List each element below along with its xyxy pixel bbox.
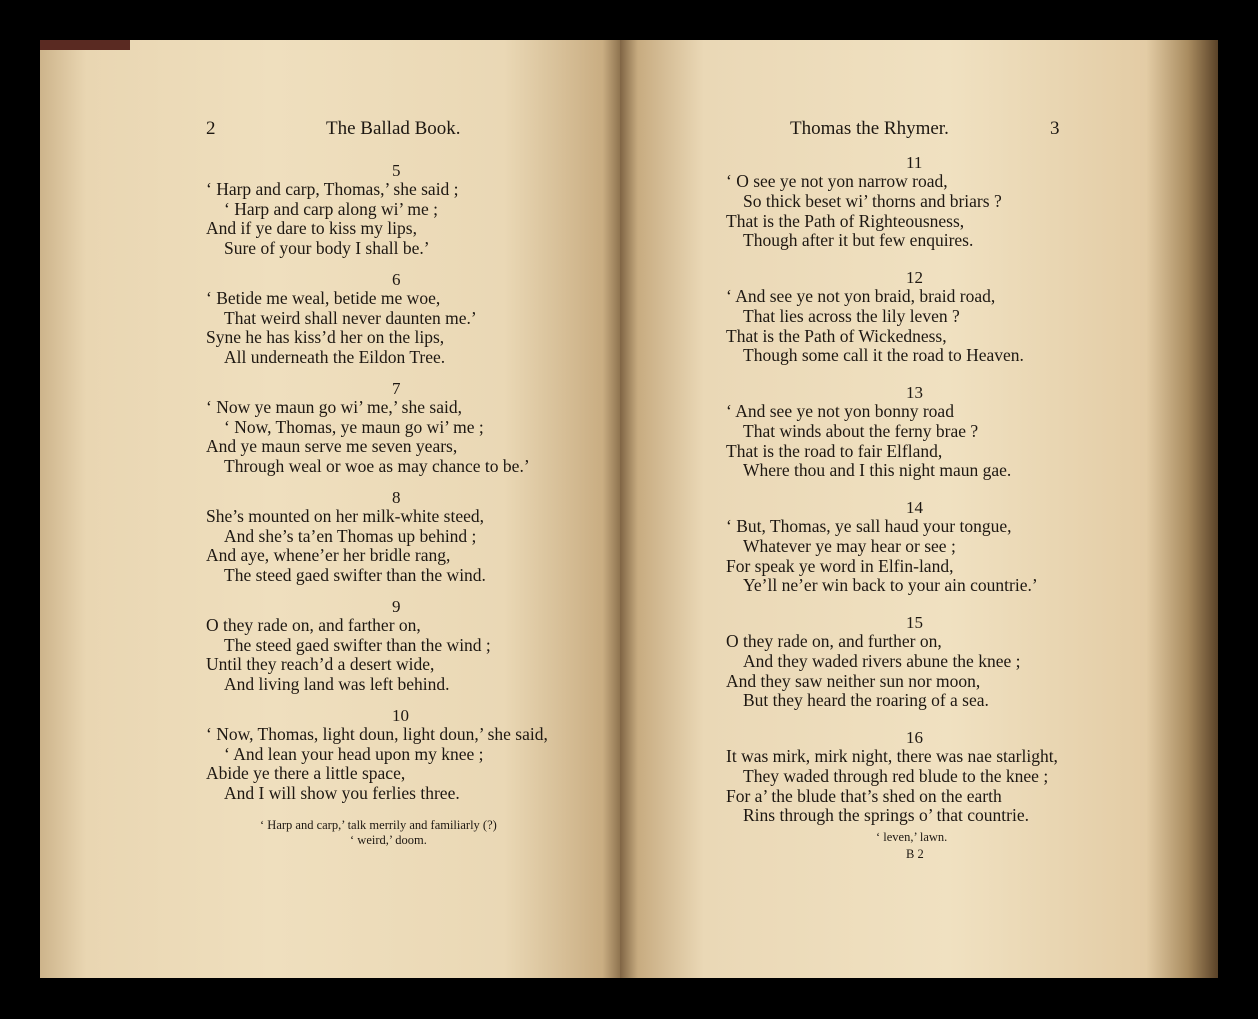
verse-line: So thick beset wi’ thorns and briars ? [743,190,1002,211]
verse-line: ‘ Harp and carp, Thomas,’ she said ; [206,179,459,199]
right-page [620,40,1218,978]
verse-line: For a’ the blude that’s shed on the earth [726,785,1002,806]
stanza-number: 12 [906,268,923,287]
verse-line: Whatever ye may hear or see ; [743,535,956,556]
left-page [40,40,620,978]
verse-line: That is the road to fair Elfland, [726,440,943,461]
stanza-number: 7 [392,379,401,398]
signature-mark: B 2 [906,847,924,861]
verse-line: And I will show you ferlies three. [224,782,460,803]
left-page-number: 2 [206,118,216,139]
footnote: ‘ weird,’ doom. [350,833,427,847]
verse-line: ‘ And see ye not yon braid, braid road, [726,286,996,306]
verse-line: And she’s ta’en Thomas up behind ; [224,525,477,546]
verse-line: That is the Path of Wickedness, [726,325,947,346]
left-running-title: The Ballad Book. [326,118,461,139]
verse-line: Though after it but few enquires. [743,230,974,251]
verse-line: ‘ Betide me weal, betide me woe, [206,288,441,308]
stanza-number: 13 [906,383,923,402]
stanza-number: 9 [392,597,401,616]
open-book [40,40,1218,978]
verse-line: That weird shall never daunten me.’ [224,307,477,328]
verse-line: And they saw neither sun nor moon, [726,670,981,691]
stanza-number: 5 [392,161,401,180]
stanza-number: 16 [906,728,923,747]
verse-line: ‘ And lean your head upon my knee ; [224,743,484,764]
verse-line: Through weal or woe as may chance to be.’ [224,455,530,476]
verse-line: Rins through the springs o’ that countrie. [743,805,1029,826]
verse-line: Though some call it the road to Heaven. [743,345,1024,366]
verse-line: That is the Path of Righteousness, [726,210,965,231]
footnote: ‘ leven,’ lawn. [876,830,948,844]
verse-line: Ye’ll ne’er win back to your ain countrie.’ [743,575,1038,596]
verse-line: Where thou and I this night maun gae. [743,460,1012,481]
verse-line: ‘ But, Thomas, ye sall haud your tongue, [726,516,1012,536]
right-page-number: 3 [1050,118,1060,139]
verse-line: All underneath the Eildon Tree. [224,346,446,367]
verse-line: ‘ Harp and carp along wi’ me ; [224,198,438,219]
stanza-number: 14 [906,498,923,517]
verse-line: It was mirk, mirk night, there was nae starlight, [726,746,1058,766]
stanza-number: 6 [392,270,401,289]
verse-line: She’s mounted on her milk-white steed, [206,506,485,526]
verse-line: And they waded rivers abune the knee ; [743,650,1021,671]
verse-line: ‘ Now, Thomas, ye maun go wi’ me ; [224,416,484,437]
verse-line: Until they reach’d a desert wide, [206,654,435,675]
verse-line: The steed gaed swifter than the wind ; [224,634,491,655]
verse-line: ‘ Now ye maun go wi’ me,’ she said, [206,397,462,417]
verse-line: The steed gaed swifter than the wind. [224,564,486,585]
verse-line: ‘ Now, Thomas, light doun, light doun,’ she said, [206,724,548,744]
verse-line: And aye, whene’er her bridle rang, [206,545,451,566]
verse-line: Sure of your body I shall be.’ [224,237,430,258]
right-running-title: Thomas the Rhymer. [790,118,949,139]
stanza-number: 8 [392,488,401,507]
verse-line: That winds about the ferny brae ? [743,420,979,441]
stanza-number: 10 [392,706,409,725]
verse-line: O they rade on, and farther on, [206,615,421,635]
stanza-number: 11 [906,153,923,172]
verse-line: Abide ye there a little space, [206,763,406,784]
verse-line: Syne he has kiss’d her on the lips, [206,327,445,348]
stanza-number: 15 [906,613,923,632]
cover-edge [40,40,130,50]
verse-line: And living land was left behind. [224,673,450,694]
verse-line: O they rade on, and further on, [726,631,942,651]
verse-line: And ye maun serve me seven years, [206,436,458,457]
verse-line: ‘ And see ye not yon bonny road [726,401,954,421]
verse-line: That lies across the lily leven ? [743,305,960,326]
footnote: ‘ Harp and carp,’ talk merrily and familiarly (?) [260,818,497,832]
verse-line: ‘ O see ye not yon narrow road, [726,171,948,191]
verse-line: For speak ye word in Elfin-land, [726,555,954,576]
verse-line: They waded through red blude to the knee ; [743,765,1049,786]
verse-line: But they heard the roaring of a sea. [743,690,989,711]
verse-line: And if ye dare to kiss my lips, [206,218,417,239]
